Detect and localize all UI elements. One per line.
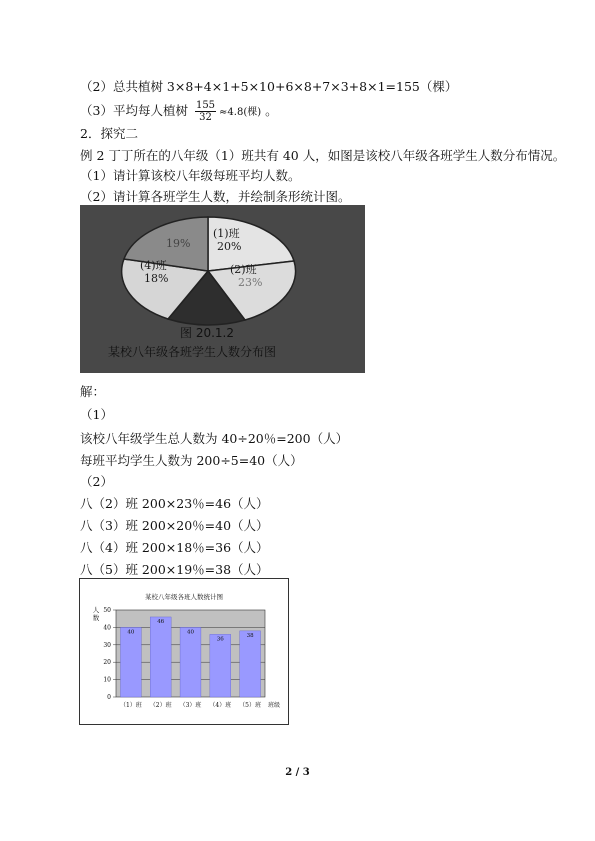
fraction <box>195 100 216 123</box>
bar-chart-frame <box>79 578 289 725</box>
y-axis-label: 数 <box>92 614 100 622</box>
y-tick-label: 40 <box>103 624 111 632</box>
data-label: 40 <box>187 629 194 636</box>
chart-title: 某校八年级各班人数统计图 <box>145 593 223 601</box>
section-heading: 2．探究二 <box>80 126 138 141</box>
average-label: （3）平均每人植树 <box>80 103 188 118</box>
bar <box>240 631 261 697</box>
y-tick-label: 10 <box>103 676 111 684</box>
data-label: 40 <box>127 629 135 636</box>
pie-chart-image <box>80 205 365 373</box>
page-number: 2 / 3 <box>285 767 310 778</box>
part-2-label: （2） <box>80 474 113 489</box>
x-tick-label: （3）班 <box>179 702 202 709</box>
x-tick-label: （4）班 <box>209 702 232 709</box>
pie-label-class4: (4)班 <box>140 259 167 272</box>
fraction-denominator: 32 <box>199 112 212 123</box>
data-label: 36 <box>216 636 224 643</box>
question-1: （1）请计算该校八年级每班平均人数。 <box>80 168 301 183</box>
bar <box>210 634 231 697</box>
bar-chart <box>80 579 288 724</box>
fraction-numerator: 155 <box>195 100 216 111</box>
line-average-trees <box>80 100 278 123</box>
bar <box>180 627 201 697</box>
bar <box>120 627 141 697</box>
class4-calc: 八（4）班 200×18％=36（人） <box>80 540 269 555</box>
pie-chart-photo <box>80 205 365 373</box>
figure-subtitle: 某校八年级各班学生人数分布图 <box>108 345 277 359</box>
part-1-label: （1） <box>80 407 113 422</box>
data-label: 38 <box>246 632 254 639</box>
x-tick-label: （1）班 <box>119 702 142 709</box>
pie-label-class2-pct: 23% <box>238 276 263 289</box>
example-text: 例 2 丁丁所在的八年级（1）班共有 40 人，如图是该校八年级各班学生人数分布情况。 <box>80 148 566 163</box>
figure-caption: 图 20.1.2 <box>180 326 234 340</box>
solution-head: 解： <box>80 384 106 399</box>
approx-value: ≈4.8(棵) <box>219 107 262 118</box>
pie-label-class2: (2)班 <box>230 263 257 276</box>
y-tick-label: 0 <box>107 694 111 701</box>
solution-average: 每班平均学生人数为 200÷5=40（人） <box>80 453 303 468</box>
y-tick-label: 30 <box>103 641 111 649</box>
period: 。 <box>265 103 278 118</box>
pie-label-class5-pct: 19% <box>166 237 191 250</box>
y-tick-label: 50 <box>103 607 111 614</box>
class2-calc: 八（2）班 200×23％=46（人） <box>80 496 269 511</box>
class5-calc: 八（5）班 200×19％=38（人） <box>80 562 269 577</box>
pie-label-class1-pct: 20% <box>217 240 242 253</box>
x-axis-label: 班级 <box>268 702 281 709</box>
x-tick-label: （5）班 <box>239 702 262 709</box>
solution-total: 该校八年级学生总人数为 40÷20％=200（人） <box>80 431 349 446</box>
class3-calc: 八（3）班 200×20％=40（人） <box>80 518 269 533</box>
pie-label-class4-pct: 18% <box>144 272 169 285</box>
y-axis-label: 人 <box>92 606 100 614</box>
line-total-trees: （2）总共植树 3×8+4×1+5×10+6×8+7×3+8×1=155（棵） <box>80 79 458 94</box>
pie-label-class1: (1)班 <box>213 227 240 240</box>
y-tick-label: 20 <box>103 659 111 667</box>
data-label: 46 <box>157 618 165 625</box>
bar <box>150 617 171 697</box>
question-2: （2）请计算各班学生人数，并绘制条形统计图。 <box>80 189 351 204</box>
x-tick-label: （2）班 <box>149 702 172 709</box>
